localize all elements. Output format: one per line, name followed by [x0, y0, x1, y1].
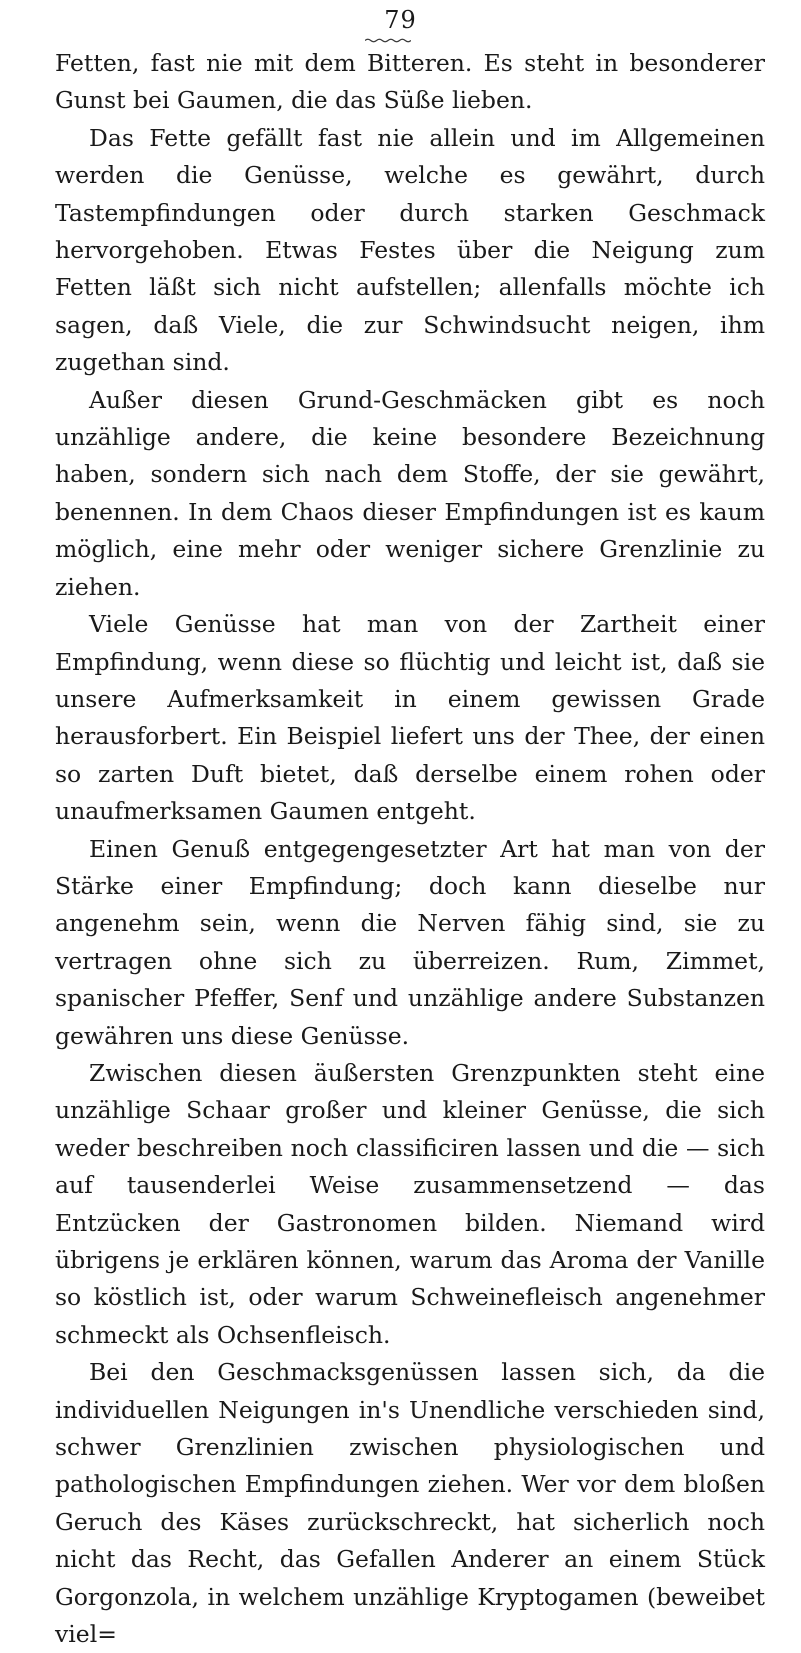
paragraph: Das Fette gefällt fast nie allein und im Allgemeinen werden die Genüsse, welche es gewährt, durch Tastempfindungen oder durch starken Geschmack hervorgehoben. Etwas Festes über die Neigung zum Fetten läßt sich nicht aufstellen; allenfalls möchte ich sagen, daß Viele, die zur Schwindsucht neigen, ihm zugethan sind. — [55, 123, 765, 377]
body-text — [55, 45, 765, 1653]
paragraph: Einen Genuß entgegengesetzter Art hat man von der Stärke einer Empfindung; doch kann dieselbe nur angenehm sein, wenn die Nerven fähig sind, sie zu vertragen ohne sich zu überreizen. Rum, Zimmet, spanischer Pfeffer, Senf und unzählige andere Substanzen gewähren uns diese Genüsse. — [55, 834, 765, 1050]
page-number: 79 — [384, 6, 417, 34]
paragraph-continued: Fetten, fast nie mit dem Bitteren. Es steht in besonderer Gunst bei Gaumen, die das Süße lieben. — [55, 49, 765, 115]
paragraph: Viele Genüsse hat man von der Zartheit einer Empfindung, wenn diese so flüchtig und leicht ist, daß sie unsere Aufmerksamkeit in einem gewissen Grade herausforbert. Ein Beispiel liefert uns der Thee, der einen so zarten Duft bietet, daß derselbe einem rohen oder unaufmerksamen Gaumen entgeht. — [55, 610, 765, 826]
page-number-wavy-rule — [365, 38, 411, 43]
paragraph: Bei den Geschmacksgenüssen lassen sich, da die individuellen Neigungen in's Unendliche verschieden sind, schwer Grenzlinien zwischen physiologischen und pathologischen Empfindungen ziehen. Wer vor dem bloßen Geruch des Käses zurückschreckt, hat sicherlich noch nicht das Recht, das Gefallen Anderer an einem Stück Gorgonzola, in welchem unzählige Kryptogamen (beweibet viel= — [55, 1358, 765, 1649]
paragraph: Zwischen diesen äußersten Grenzpunkten steht eine unzählige Schaar großer und kleiner Genüsse, die sich weder beschreiben noch classificiren lassen und die — sich auf tausenderlei Weise zusammensetzend — das Entzücken der Gastronomen bilden. Niemand wird übrigens je erklären können, warum das Aroma der Vanille so köstlich ist, oder warum Schweinefleisch angenehmer schmeckt als Ochsenfleisch. — [55, 1058, 765, 1349]
paragraph: Außer diesen Grund-Geschmäcken gibt es noch unzählige andere, die keine besondere Bezeichnung haben, sondern sich nach dem Stoffe, der sie gewährt, benennen. In dem Chaos dieser Empfindungen ist es kaum möglich, eine mehr oder weniger sichere Grenzlinie zu ziehen. — [55, 385, 765, 601]
